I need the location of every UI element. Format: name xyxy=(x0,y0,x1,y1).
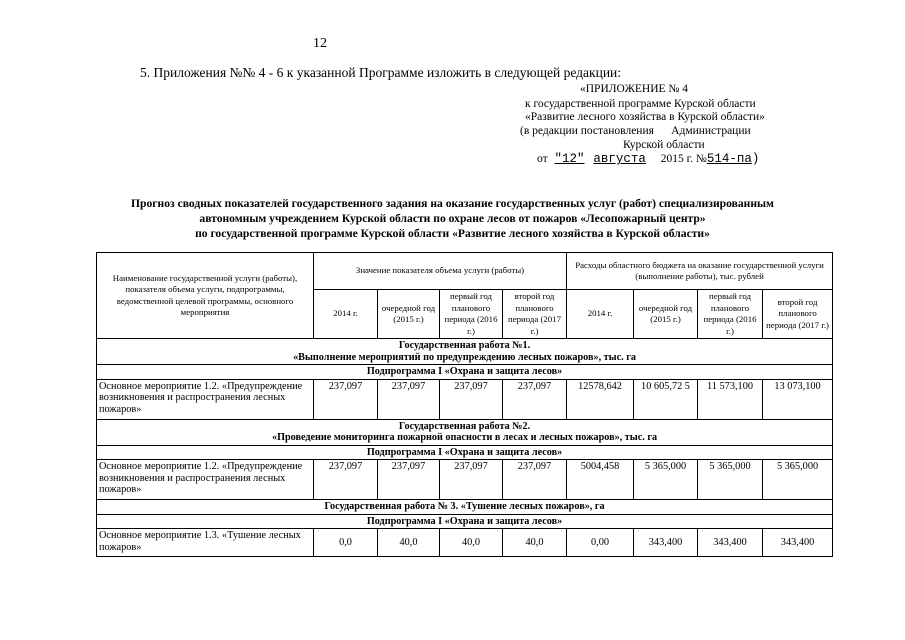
work-1-budget-2017: 13 073,100 xyxy=(763,379,833,419)
work-2-row-name: Основное мероприятие 1.2. «Предупреждение возникновения и распространения лесных пожаров» xyxy=(97,460,314,500)
title-line-1: Прогноз сводных показателей государственного задания на оказание государственных услуг (работ) специализированным xyxy=(131,197,774,210)
work-1-title: Государственная работа №1. xyxy=(398,340,531,351)
work-2-volume-2017: 237,097 xyxy=(503,460,567,500)
intro-paragraph: 5. Приложения №№ 4 - 6 к указанной Программе изложить в следующей редакции: xyxy=(140,65,622,80)
work-1-volume-2016: 237,097 xyxy=(440,379,503,419)
work-3-budget-2016: 343,400 xyxy=(698,529,763,557)
work-3-volume-2014: 0,0 xyxy=(314,529,378,557)
work-1-heading xyxy=(97,339,833,365)
work-3-row-name: Основное мероприятие 1.3. «Тушение лесных пожаров» xyxy=(97,529,314,557)
header-volume-2015: очередной год (2015 г.) xyxy=(378,290,440,339)
work-1-subprogram: Подпрограмма I «Охрана и защита лесов» xyxy=(97,365,833,380)
work-3-volume-2015: 40,0 xyxy=(378,529,440,557)
header-volume-2017: второй год планового периода (2017 г.) xyxy=(503,290,567,339)
header-name-column: Наименование государственной услуги (работы), показателя объема услуги, подпрограммы, ведомственной целевой программы, основного мероприятия xyxy=(97,253,314,339)
title-line-2: автономным учреждением Курской области по охране лесов от пожаров «Лесопожарный центр» xyxy=(199,212,706,225)
header-volume-2014: 2014 г. xyxy=(314,290,378,339)
work-3-budget-2014: 0,00 xyxy=(567,529,634,557)
work-3-budget-2017: 343,400 xyxy=(763,529,833,557)
work-2-subprogram: Подпрограмма I «Охрана и защита лесов» xyxy=(97,445,833,460)
date-month: августа xyxy=(593,152,646,166)
appendix-line-4: Курской области xyxy=(623,139,705,151)
appendix-title: «ПРИЛОЖЕНИЕ № 4 xyxy=(580,83,689,95)
work-3-volume-2016: 40,0 xyxy=(440,529,503,557)
work-1-row-name: Основное мероприятие 1.2. «Предупреждение возникновения и распространения лесных пожаров» xyxy=(97,379,314,419)
work-1-volume-2017: 237,097 xyxy=(503,379,567,419)
work-3-budget-2015: 343,400 xyxy=(634,529,698,557)
header-volume-2016: первый год планового периода (2016 г.) xyxy=(440,290,503,339)
date-close: ) xyxy=(751,152,760,166)
work-2-budget-2017: 5 365,000 xyxy=(763,460,833,500)
work-2-budget-2014: 5004,458 xyxy=(567,460,634,500)
work-2-title: Государственная работа №2. xyxy=(398,420,531,432)
work-2-volume-2016: 237,097 xyxy=(440,460,503,500)
work-2-volume-2014: 237,097 xyxy=(314,460,378,500)
date-number: 514-па xyxy=(706,152,752,166)
date-prefix: от xyxy=(537,153,551,165)
work-3-heading: Государственная работа № 3. «Тушение лесных пожаров», га xyxy=(97,500,833,515)
work-1-volume-2014: 237,097 xyxy=(314,379,378,419)
work-2-heading xyxy=(97,419,833,445)
header-budget-2016: первый год планового периода (2016 г.) xyxy=(698,290,763,339)
header-budget-2017: второй год планового периода (2017 г.) xyxy=(763,290,833,339)
appendix-line-1: к государственной программе Курской области xyxy=(525,98,756,110)
work-1-volume-2015: 237,097 xyxy=(378,379,440,419)
work-3-subprogram: Подпрограмма I «Охрана и защита лесов» xyxy=(97,514,833,529)
appendix-line-3: (в редакции постановления Администрации xyxy=(520,125,751,137)
appendix-line-2: «Развитие лесного хозяйства в Курской области» xyxy=(525,111,765,123)
appendix-date-line xyxy=(537,152,759,166)
work-2-budget-2016: 5 365,000 xyxy=(698,460,763,500)
header-volume-group: Значение показателя объема услуги (работы) xyxy=(314,253,567,290)
work-2-volume-2015: 237,097 xyxy=(378,460,440,500)
work-1-subtitle: «Выполнение мероприятий по предупреждению лесных пожаров», тыс. га xyxy=(293,351,636,363)
work-1-budget-2016: 11 573,100 xyxy=(698,379,763,419)
title-line-3: по государственной программе Курской области «Развитие лесного хозяйства в Курской области» xyxy=(195,227,710,240)
forecast-table xyxy=(96,252,833,557)
document-title xyxy=(0,196,905,241)
work-1-budget-2015: 10 605,72 5 xyxy=(634,379,698,419)
work-2-subtitle: «Проведение мониторинга пожарной опасности в лесах и лесных пожаров», тыс. га xyxy=(271,432,658,443)
work-2-budget-2015: 5 365,000 xyxy=(634,460,698,500)
page-number: 12 xyxy=(313,36,327,51)
header-budget-2014: 2014 г. xyxy=(567,290,634,339)
date-year: 2015 г. № xyxy=(660,153,707,165)
work-1-budget-2014: 12578,642 xyxy=(567,379,634,419)
date-day: "12" xyxy=(554,152,585,166)
header-budget-2015: очередной год (2015 г.) xyxy=(634,290,698,339)
work-3-volume-2017: 40,0 xyxy=(503,529,567,557)
header-budget-group: Расходы областного бюджета на оказание государственной услуги (выполнение работы), тыс. рублей xyxy=(567,253,833,290)
